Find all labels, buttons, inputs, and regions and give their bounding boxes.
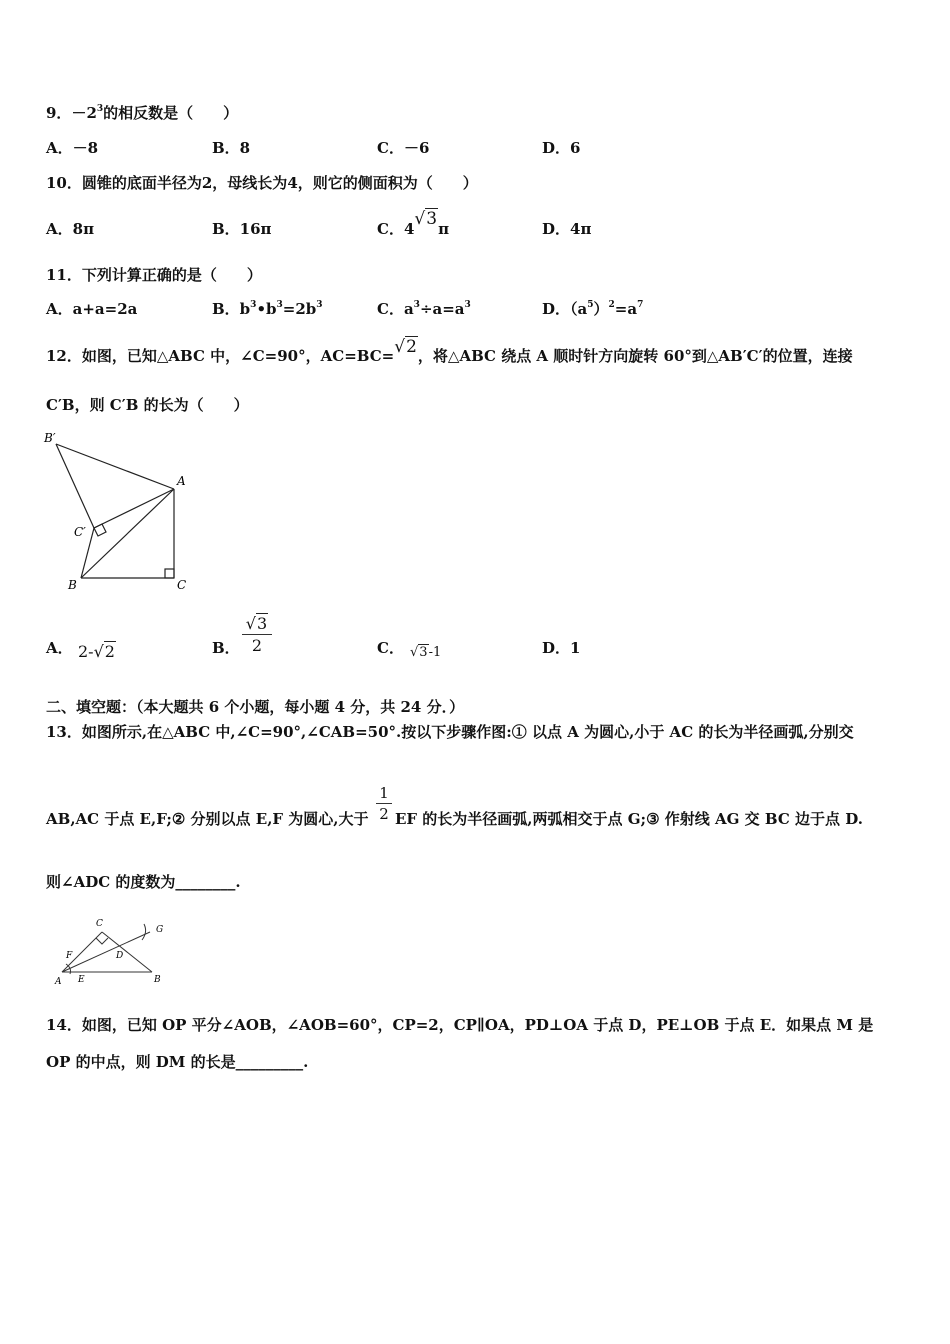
q10-option-b: B．16π <box>212 220 272 238</box>
segment-c-b <box>102 932 152 972</box>
q12-stem: 12．如图，已知△ABC 中，∠C=90°，AC=BC=√2，将△ABC 绕点 A 顺时针方向旋转 60°到△AB′C′的位置，连接 <box>46 337 853 365</box>
q9-option-a: A．－8 <box>46 139 99 157</box>
q13-line3: 则∠ADC 的度数为________. <box>46 873 241 891</box>
sqrt-symbol: √3 <box>414 209 438 229</box>
q13-figure <box>50 912 180 992</box>
q12-option-c-label: C． <box>377 639 404 657</box>
q9-option-d: D．6 <box>542 139 581 157</box>
q14-line2: OP 的中点，则 DM 的长是_________. <box>46 1053 309 1071</box>
q12-stem-line2: C′B，则 C′B 的长为（ ） <box>46 396 249 414</box>
right-angle-c <box>165 569 174 578</box>
label-b1: B′ <box>44 431 56 445</box>
q9-option-c: C．－6 <box>377 139 430 157</box>
label-e: E <box>78 975 85 985</box>
q14-line1: 14．如图，已知 OP 平分∠AOB，∠AOB=60°，CP=2，CP∥OA，PD⊥OA 于点 D，PE⊥OB 于点 E．如果点 M 是 <box>46 1016 874 1034</box>
label-b: B <box>154 975 161 985</box>
segment-c1-a <box>94 489 174 528</box>
q11-option-c: C．$a^3\div a=a^3$ <box>377 300 471 318</box>
q12-figure <box>40 428 200 593</box>
label-c: C <box>177 578 187 592</box>
q11-option-b: B．$b^3•b^3=2b^3$ <box>212 300 323 318</box>
section-2-heading: 二、填空题：（本大题共 6 个小题，每小题 4 分，共 24 分．） <box>46 698 465 716</box>
q12-option-c-value: √3-1 <box>410 645 442 660</box>
label-f: F <box>66 951 73 961</box>
arc-g <box>142 924 146 940</box>
q13-line1: 13．如图所示,在△ABC 中,∠C=90°,∠CAB=50°.按以下步骤作图:① 以点 A 为圆心,小于 AC 的长为半径画弧,分别交 <box>46 723 854 741</box>
q13-fraction: 1 2 <box>376 784 392 823</box>
label-c1: C′ <box>74 525 86 539</box>
q10-option-c: C．4√3π <box>377 209 450 238</box>
q9-option-b: B．8 <box>212 139 251 157</box>
q13-line2-pre: AB,AC 于点 E,F;② 分别以点 E,F 为圆心,大于 <box>46 810 369 828</box>
q13-line2-post: EF 的长为半径画弧,两弧相交于点 G;③ 作射线 AG 交 BC 边于点 D. <box>395 810 863 828</box>
label-a: A <box>55 977 62 987</box>
sqrt-symbol: √2 <box>394 337 417 357</box>
ray-a-g <box>62 932 150 972</box>
q12-option-d: D．1 <box>542 639 581 657</box>
q9-stem: 9．$-2^3$的相反数是（ ） <box>46 104 239 122</box>
q11-option-a: A．a+a=2a <box>46 300 138 318</box>
q12-option-a-value: 2-√2 <box>78 642 115 661</box>
label-g: G <box>156 925 164 935</box>
q11-option-d: D．$(a^5)^2=a^7$ <box>542 300 644 318</box>
q11-stem: 11．下列计算正确的是（ ） <box>46 266 262 284</box>
q12-option-a-label: A． <box>46 639 73 657</box>
label-b: B <box>68 578 77 592</box>
right-angle-c <box>96 938 108 944</box>
label-d: D <box>116 951 124 961</box>
label-a: A <box>177 474 186 488</box>
segment-b-a <box>81 489 174 578</box>
label-c: C <box>96 919 103 929</box>
q10-stem: 10．圆锥的底面半径为2，母线长为4，则它的侧面积为（ ） <box>46 174 478 192</box>
right-angle-c1 <box>94 524 106 536</box>
q12-option-b-fraction: √3 2 <box>242 614 272 655</box>
q10-option-a: A．8π <box>46 220 95 238</box>
q12-option-b-label: B． <box>212 639 240 657</box>
q10-option-d: D．4π <box>542 220 592 238</box>
